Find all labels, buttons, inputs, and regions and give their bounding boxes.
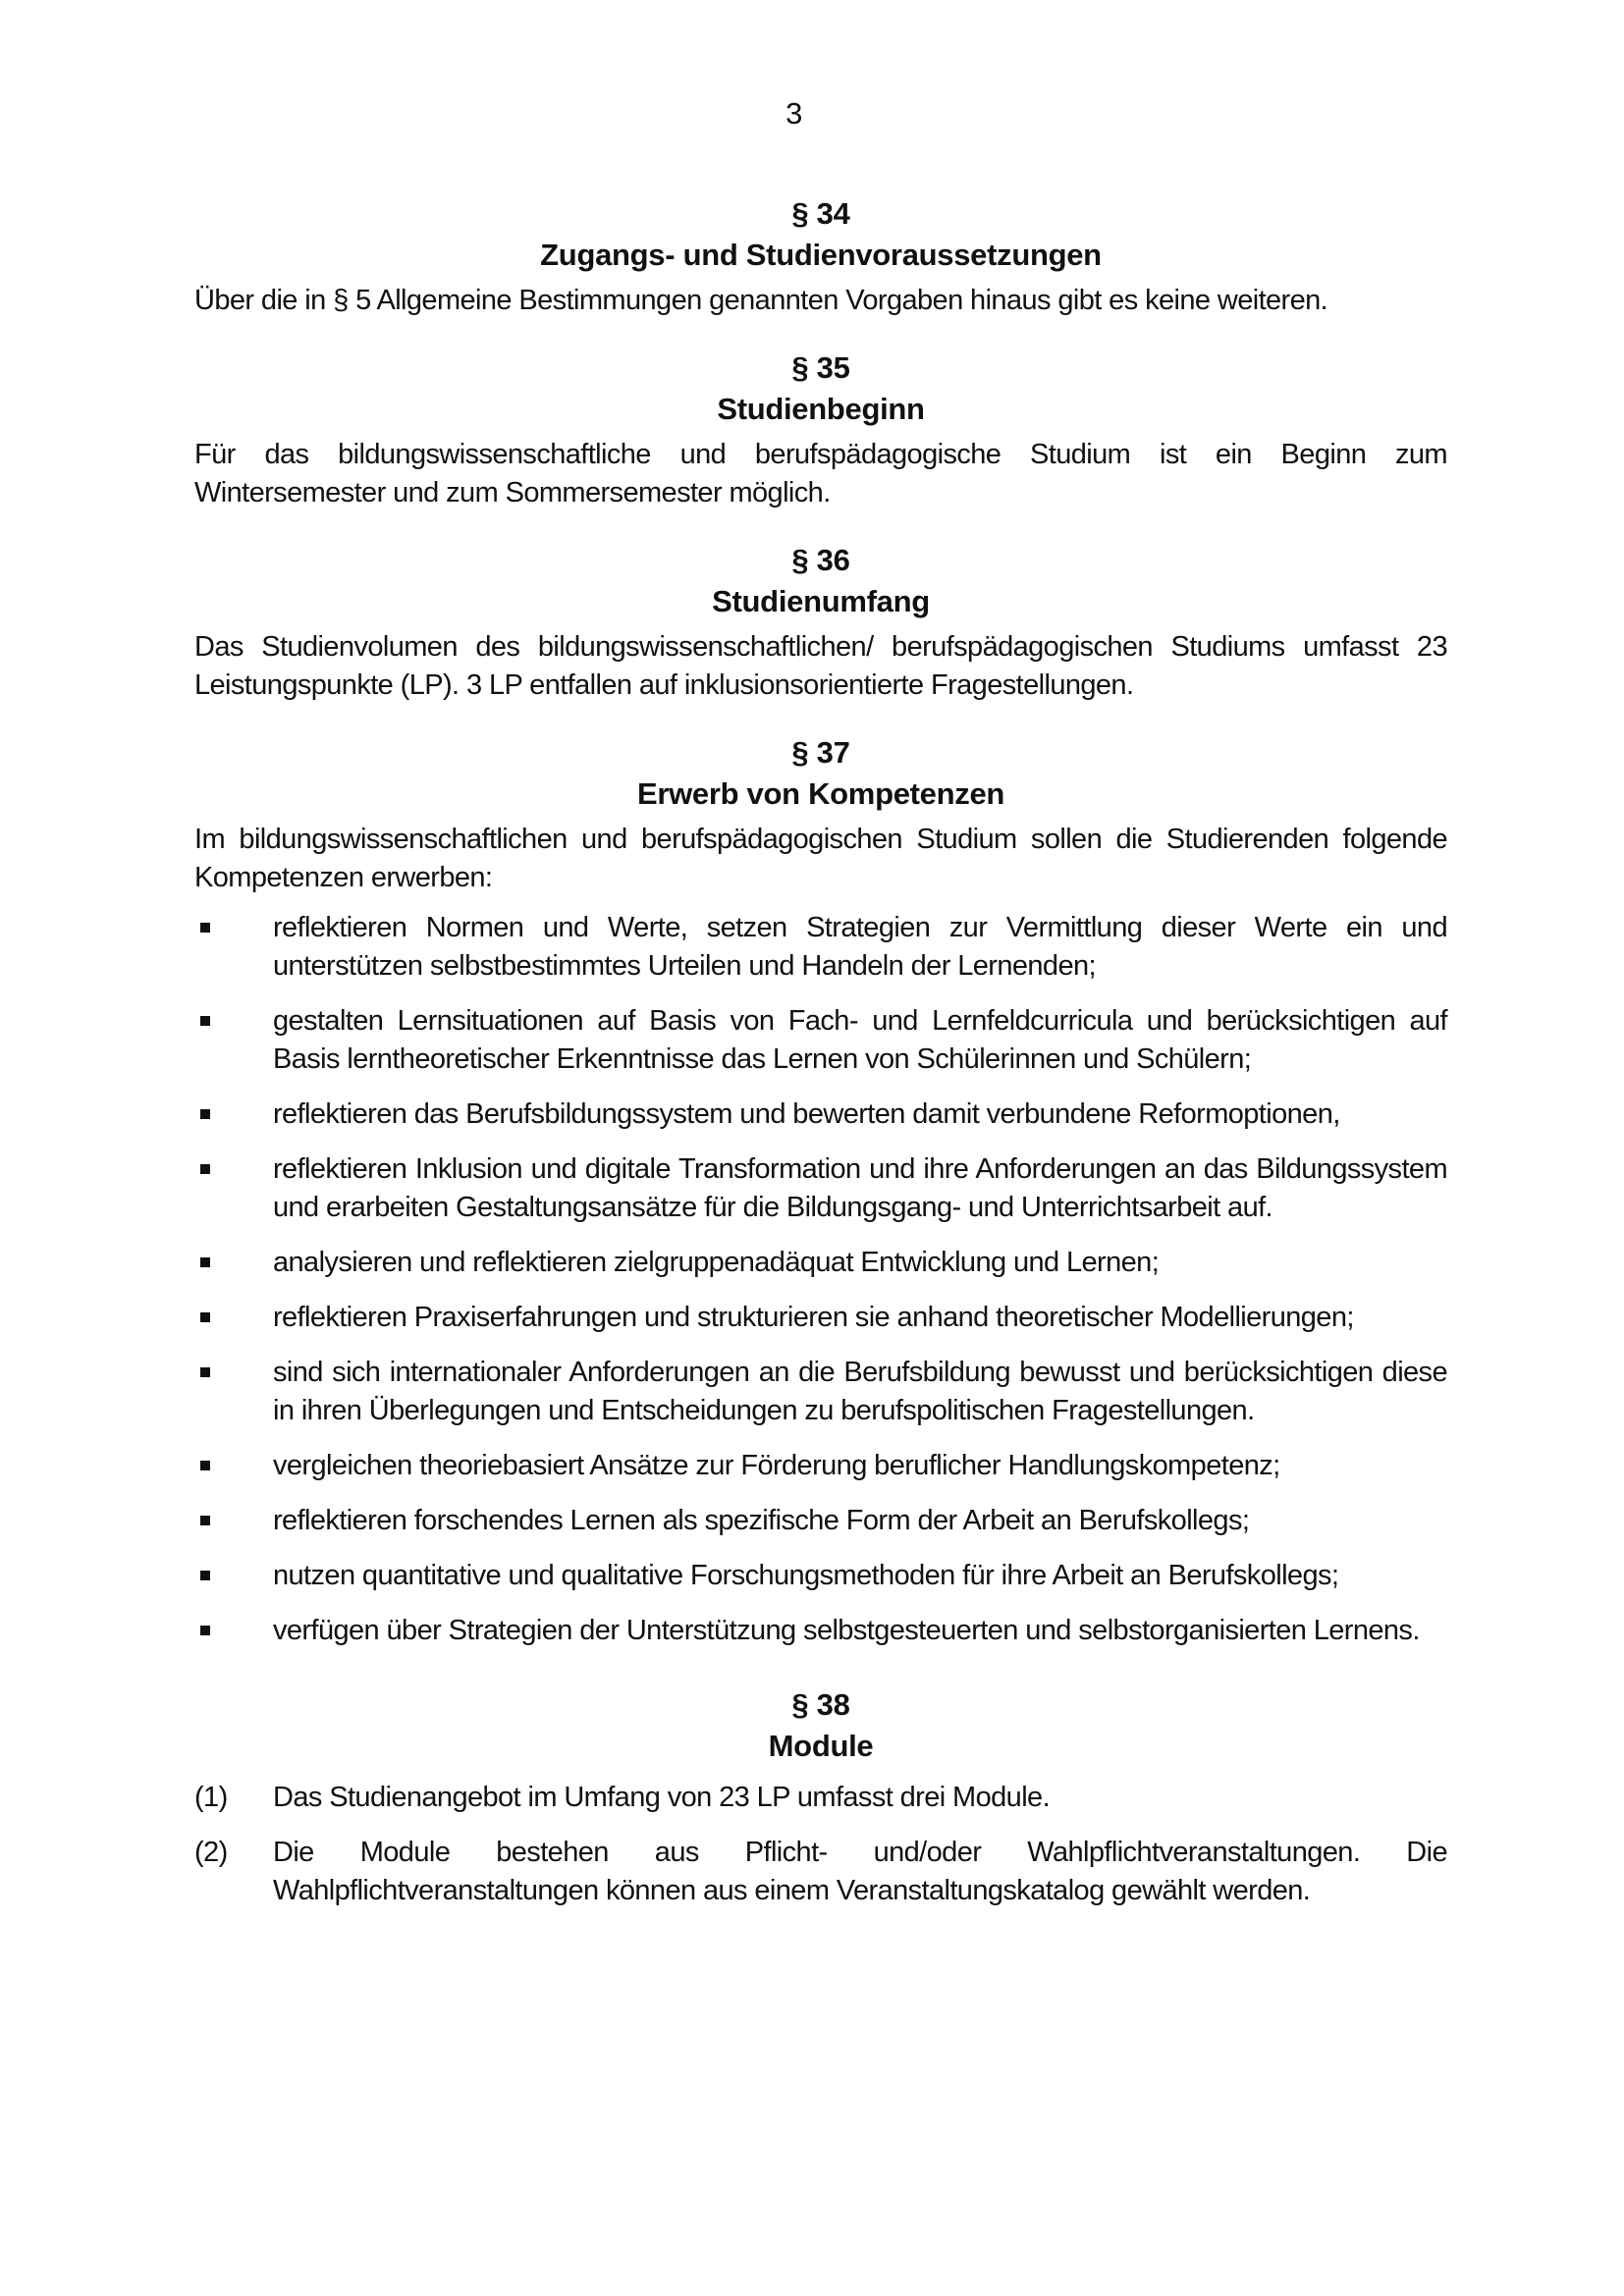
list-item-text: gestalten Lernsituationen auf Basis von Fach- und Lernfeldcurricula und berücksichtigen auf Basis lerntheoretischer Erkenntnisse das Lernen von Schülerinnen und Schülern; xyxy=(273,1005,1447,1075)
list-item-text: vergleichen theoriebasiert Ansätze zur Förderung beruflicher Handlungskompetenz; xyxy=(273,1450,1280,1481)
section-title: Module xyxy=(768,1729,874,1763)
list-item-text: analysieren und reflektieren zielgruppenadäquat Entwicklung und Lernen; xyxy=(273,1247,1160,1278)
square-bullet-icon xyxy=(200,1312,210,1322)
list-item xyxy=(194,1299,1447,1337)
square-bullet-icon xyxy=(200,923,210,933)
section-number: § 38 xyxy=(791,1687,850,1722)
section-number: § 37 xyxy=(791,735,850,770)
square-bullet-icon xyxy=(200,1367,210,1377)
list-item xyxy=(194,909,1447,986)
square-bullet-icon xyxy=(200,1516,210,1525)
section-title: Studienbeginn xyxy=(717,392,925,426)
section-text: Das Studienvolumen des bildungswissenschaftlichen/ berufspädagogischen Studiums umfasst 23 Leistungspunkte (LP). 3 LP entfallen auf inklusionsorientierte Fragestellungen. xyxy=(194,631,1447,701)
list-item-text: Das Studienangebot im Umfang von 23 LP umfasst drei Module. xyxy=(273,1782,1051,1813)
section-37 xyxy=(194,732,1447,1650)
module-list xyxy=(194,1779,1447,1910)
section-number: § 34 xyxy=(791,196,850,231)
list-item xyxy=(194,1502,1447,1540)
section-35 xyxy=(194,347,1447,512)
item-number: (1) xyxy=(194,1782,228,1813)
square-bullet-icon xyxy=(200,1461,210,1470)
list-item-text: reflektieren das Berufsbildungssystem und bewerten damit verbundene Reformoptionen, xyxy=(273,1098,1340,1130)
list-item xyxy=(194,1002,1447,1079)
section-34 xyxy=(194,193,1447,320)
list-item xyxy=(194,1150,1447,1227)
square-bullet-icon xyxy=(200,1626,210,1635)
list-item xyxy=(194,1834,1447,1910)
section-title: Zugangs- und Studienvoraussetzungen xyxy=(540,238,1102,272)
section-38 xyxy=(194,1684,1447,1910)
section-number: § 36 xyxy=(791,543,850,577)
list-item xyxy=(194,1557,1447,1595)
list-item xyxy=(194,1612,1447,1650)
item-number: (2) xyxy=(194,1837,228,1868)
square-bullet-icon xyxy=(200,1164,210,1174)
list-item xyxy=(194,1779,1447,1817)
list-item-text: reflektieren forschendes Lernen als spezifische Form der Arbeit an Berufskollegs; xyxy=(273,1505,1250,1536)
document-content xyxy=(194,193,1447,1927)
list-item-text: sind sich internationaler Anforderungen an die Berufsbildung bewusst und berücksichtigen diese in ihren Überlegungen und Entscheidungen zu berufspolitischen Fragestellungen. xyxy=(273,1357,1447,1426)
section-title: Studienumfang xyxy=(712,584,930,618)
section-number: § 35 xyxy=(791,350,850,385)
list-item-text: reflektieren Praxiserfahrungen und strukturieren sie anhand theoretischer Modellierungen; xyxy=(273,1302,1354,1333)
square-bullet-icon xyxy=(200,1257,210,1267)
competence-list xyxy=(194,909,1447,1650)
list-item-text: reflektieren Normen und Werte, setzen Strategien zur Vermittlung dieser Werte ein und unterstützen selbstbestimmtes Urteilen und Handeln der Lernenden; xyxy=(273,912,1447,982)
square-bullet-icon xyxy=(200,1571,210,1580)
section-text: Über die in § 5 Allgemeine Bestimmungen genannten Vorgaben hinaus gibt es keine weiteren. xyxy=(194,285,1328,316)
page-number: 3 xyxy=(785,96,803,131)
list-item xyxy=(194,1095,1447,1134)
square-bullet-icon xyxy=(200,1109,210,1119)
section-title: Erwerb von Kompetenzen xyxy=(636,776,1005,811)
section-text: Für das bildungswissenschaftliche und berufspädagogische Studium ist ein Beginn zum Wintersemester und zum Sommersemester möglich. xyxy=(194,439,1447,508)
list-item xyxy=(194,1354,1447,1430)
list-item-text: nutzen quantitative und qualitative Forschungsmethoden für ihre Arbeit an Berufskollegs; xyxy=(273,1560,1339,1591)
square-bullet-icon xyxy=(200,1016,210,1026)
section-36 xyxy=(194,540,1447,705)
list-item xyxy=(194,1244,1447,1282)
list-item xyxy=(194,1447,1447,1485)
list-item-text: Die Module bestehen aus Pflicht- und/oder Wahlpflichtveranstaltungen. Die Wahlpflichtveranstaltungen können aus einem Veranstaltungskatalog gewählt werden. xyxy=(273,1837,1447,1906)
section-intro: Im bildungswissenschaftlichen und berufspädagogischen Studium sollen die Studierenden folgende Kompetenzen erwerben: xyxy=(194,824,1447,893)
list-item-text: reflektieren Inklusion und digitale Transformation und ihre Anforderungen an das Bildungssystem und erarbeiten Gestaltungsansätze für die Bildungsgang- und Unterrichtsarbeit auf. xyxy=(273,1153,1447,1223)
list-item-text: verfügen über Strategien der Unterstützung selbstgesteuerten und selbstorganisierten Lernens. xyxy=(273,1615,1420,1646)
